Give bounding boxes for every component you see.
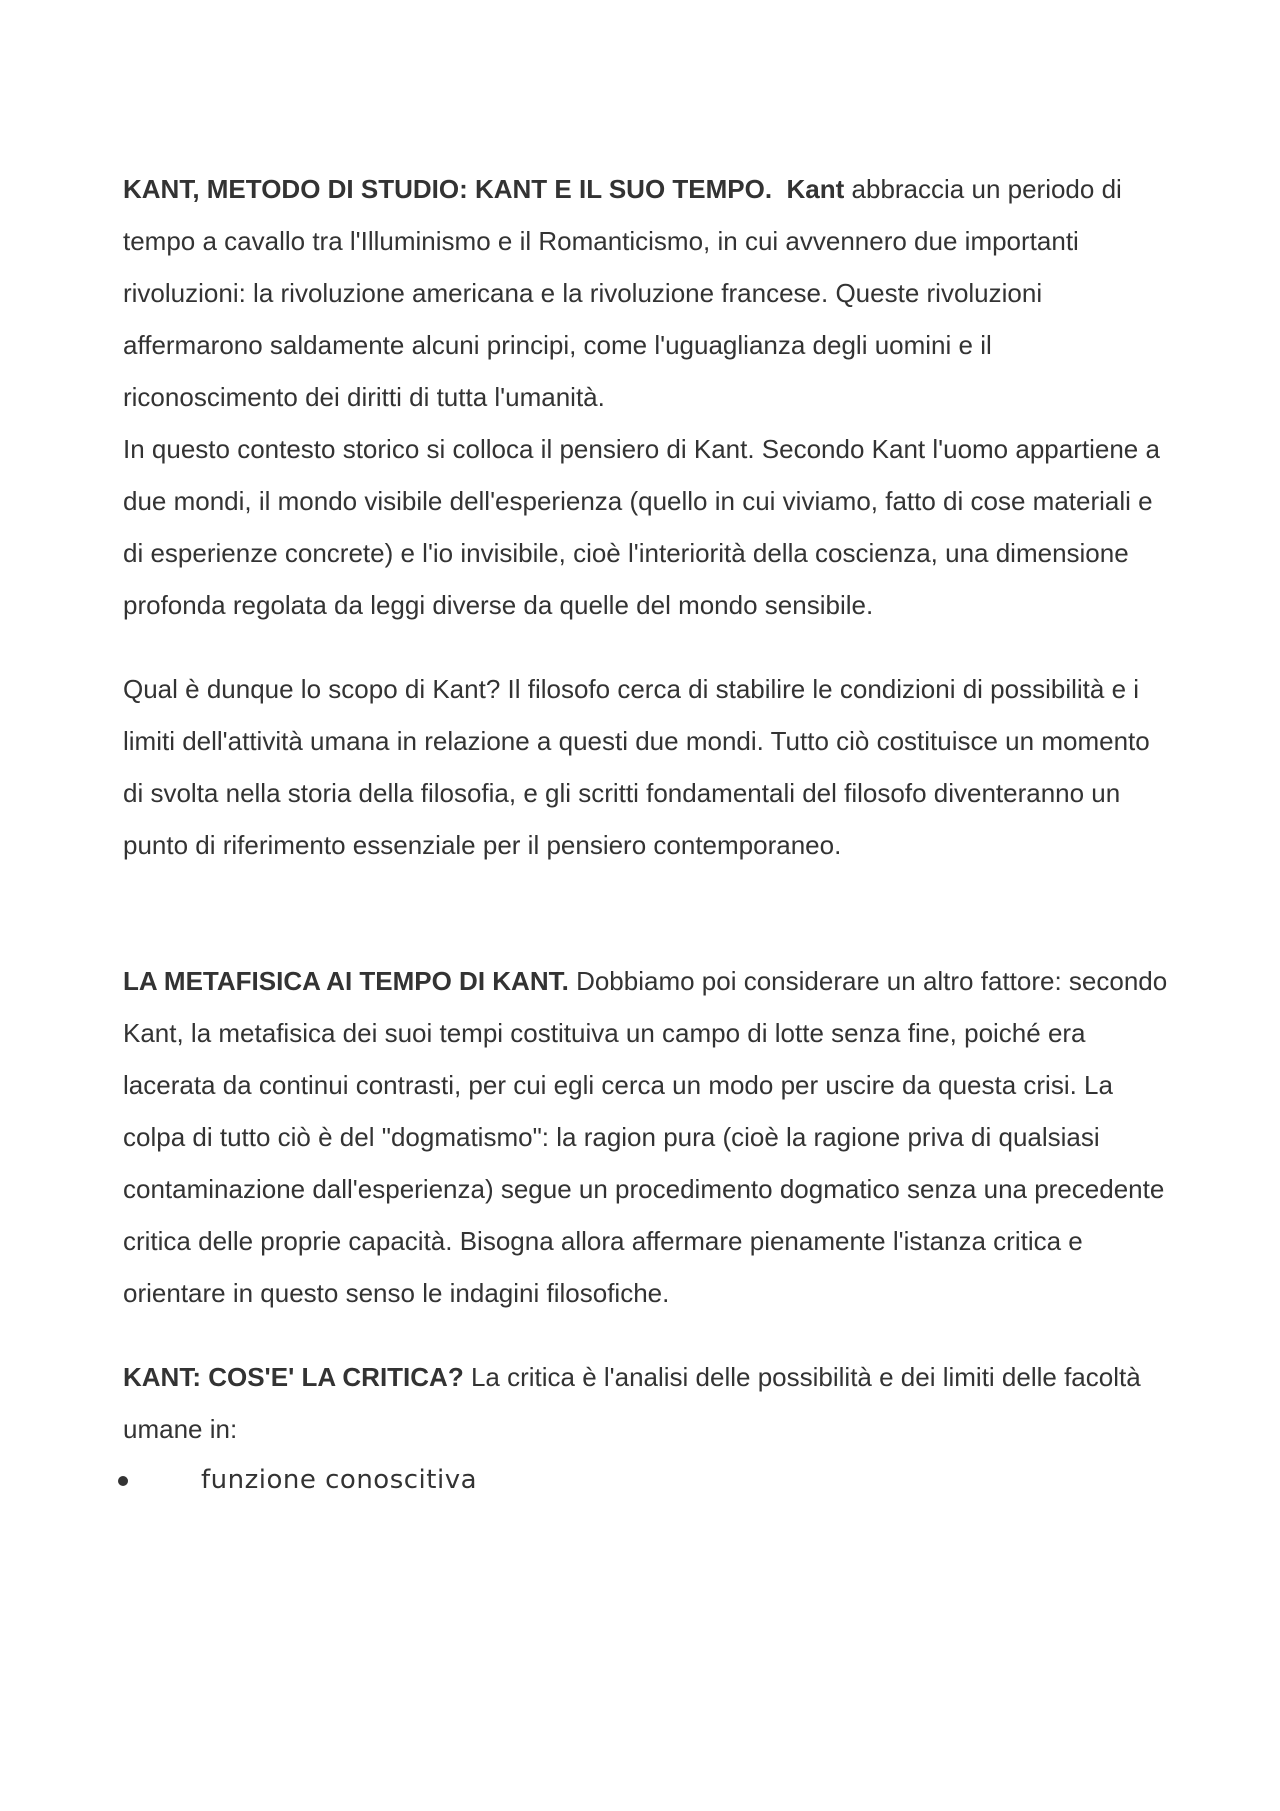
- bullet-icon: [118, 1476, 128, 1486]
- heading-kant-time: KANT, METODO DI STUDIO: KANT E IL SUO TEMPO.: [123, 174, 773, 204]
- paragraph-text: La critica è l'analisi delle possibilità e dei limiti delle facoltà umane in:: [123, 1362, 1141, 1444]
- paragraph-context: In questo contesto storico si colloca il pensiero di Kant. Secondo Kant l'uomo appartiene a due mondi, il mondo visibile dell'esperienza (quello in cui viviamo, fatto di cose materiali e di esperienze concrete) e l'io invisibile, cioè l'interiorità della coscienza, una dimensione profonda regolata da leggi diverse da quelle del mondo sensibile.: [123, 434, 1160, 620]
- faculties-list: [123, 1455, 1173, 1505]
- paragraph-text: abbraccia un periodo di tempo a cavallo tra l'Illuminismo e il Romanticismo, in cui avvennero due importanti rivoluzioni: la rivoluzione americana e la rivoluzione francese. Queste rivoluzioni affermarono saldamente alcuni principi, come l'uguaglianza degli uomini e il riconoscimento dei diritti di tutta l'umanità.: [123, 174, 1122, 412]
- lead-bold-kant: Kant: [786, 174, 845, 204]
- list-item-text: funzione conoscitiva: [201, 1465, 478, 1495]
- heading-metaphysics: LA METAFISICA AI TEMPO DI KANT.: [123, 966, 569, 996]
- list-item: [123, 1455, 1173, 1505]
- paragraph-critique: [123, 1351, 1173, 1455]
- paragraph-kant-time: [123, 163, 1173, 423]
- paragraph-metaphysics: [123, 955, 1173, 1319]
- document-content: [123, 163, 1173, 1505]
- paragraph-text: Dobbiamo poi considerare un altro fattore: secondo Kant, la metafisica dei suoi tempi costituiva un campo di lotte senza fine, poiché era lacerata da continui contrasti, per cui egli cerca un modo per uscire da questa crisi. La colpa di tutto ciò è del "dogmatismo": la ragion pura (cioè la ragione priva di qualsiasi contaminazione dall'esperienza) segue un procedimento dogmatico senza una precedente critica delle proprie capacità. Bisogna allora affermare pienamente l'istanza critica e orientare in questo senso le indagini filosofiche.: [123, 966, 1168, 1308]
- paragraph-purpose: Qual è dunque lo scopo di Kant? Il filosofo cerca di stabilire le condizioni di possibilità e i limiti dell'attività umana in relazione a questi due mondi. Tutto ciò costituisce un momento di svolta nella storia della filosofia, e gli scritti fondamentali del filosofo diventeranno un punto di riferimento essenziale per il pensiero contemporaneo.: [123, 674, 1150, 860]
- heading-critique: KANT: COS'E' LA CRITICA?: [123, 1362, 464, 1392]
